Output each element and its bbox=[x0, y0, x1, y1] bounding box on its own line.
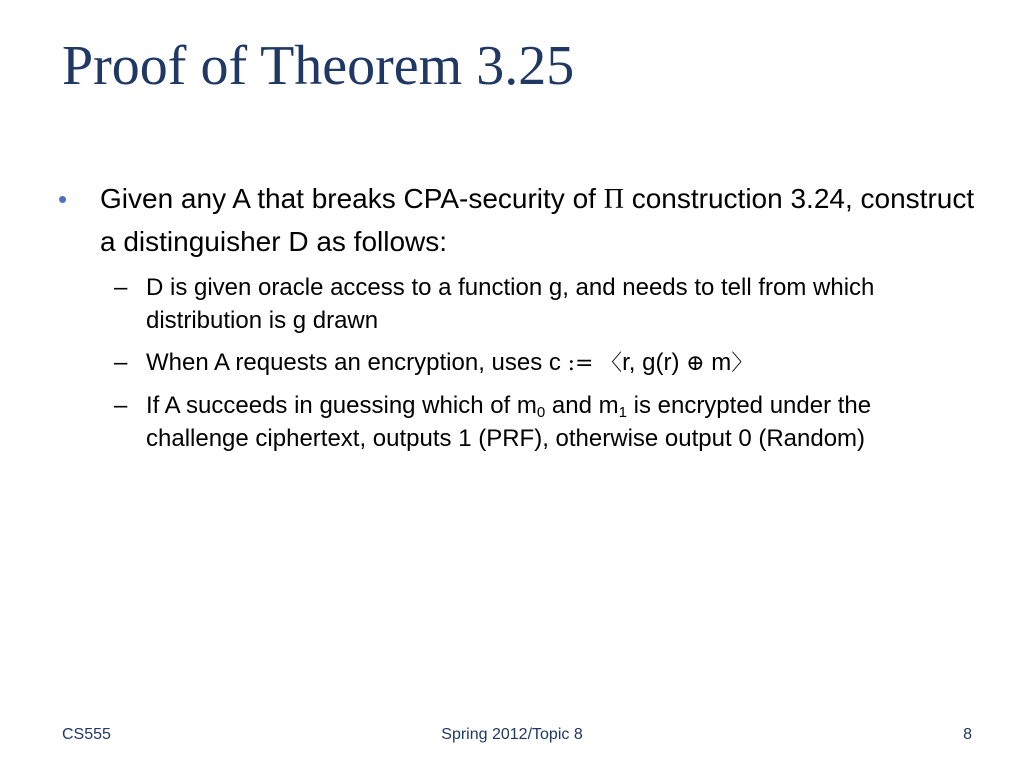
guess-text-part1: If A succeeds in guessing which of m bbox=[146, 392, 537, 419]
guess-text-part2: and m bbox=[545, 392, 619, 419]
main-bullet-text-end: construction 3.24, construct a distinguisher D as follows: bbox=[100, 183, 975, 257]
subscript-0: 0 bbox=[536, 404, 546, 421]
subscript-1: 1 bbox=[618, 404, 627, 421]
bullet-dot-icon: • bbox=[58, 184, 68, 214]
encryption-tuple-end: m bbox=[704, 349, 732, 376]
footer-term: Spring 2012/Topic 8 bbox=[441, 726, 583, 743]
sub-bullet-oracle bbox=[114, 271, 978, 337]
sub-bullet-oracle-text: D is given oracle access to a function g, and needs to tell from which distribution is g drawn bbox=[146, 274, 875, 334]
sub-bullet-encryption bbox=[114, 346, 978, 380]
main-bullet bbox=[58, 178, 978, 263]
encryption-text-start: When A requests an encryption, uses c bbox=[146, 349, 568, 376]
guess-text-part3: is encrypted under the challenge ciphertext, outputs 1 (PRF), otherwise output 0 (Random) bbox=[146, 392, 872, 452]
assign-symbol: := bbox=[567, 351, 594, 376]
main-bullet-text bbox=[100, 178, 978, 263]
footer-course: CS555 bbox=[62, 726, 111, 743]
sub-bullet-guess-text bbox=[146, 389, 978, 455]
slide-title: Proof of Theorem 3.25 bbox=[62, 35, 575, 97]
slide-body bbox=[58, 178, 978, 464]
dash-marker: – bbox=[114, 392, 128, 419]
sub-bullet-encryption-text bbox=[146, 346, 978, 380]
right-angle-bracket: 〉 bbox=[731, 351, 754, 376]
left-angle-bracket: 〈 bbox=[600, 351, 623, 376]
dash-marker: – bbox=[114, 274, 128, 301]
footer-page-number: 8 bbox=[963, 726, 972, 743]
dash-marker: – bbox=[114, 349, 128, 376]
xor-symbol: ⊕ bbox=[686, 351, 705, 376]
sub-bullet-list bbox=[58, 271, 978, 455]
encryption-tuple-mid: r, g(r) bbox=[622, 349, 687, 376]
main-bullet-text-start: Given any A that breaks CPA-security of bbox=[100, 183, 604, 214]
sub-bullet-guess bbox=[114, 389, 978, 455]
pi-symbol: Π bbox=[603, 184, 624, 215]
